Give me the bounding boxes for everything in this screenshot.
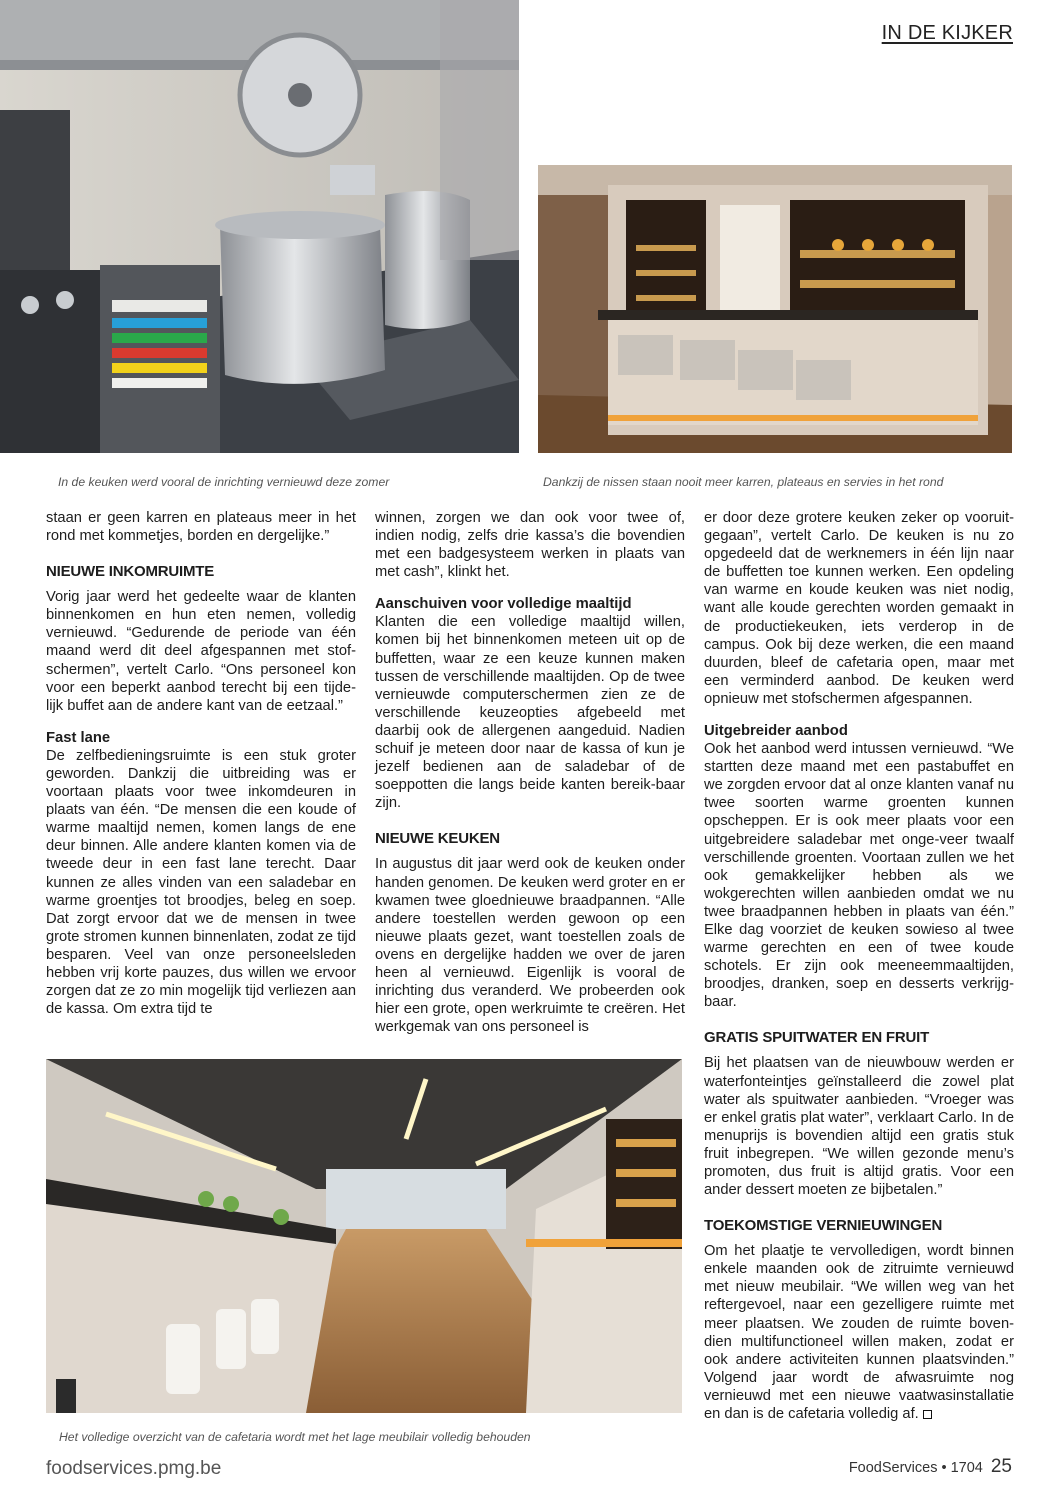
heading-gratis-spuitwater: GRATIS SPUITWATER EN FRUIT xyxy=(704,1029,930,1047)
paragraph: Bij het plaatsen van de nieuwbouw werden er waterfonteintjes geïnstalleerd die zowel plat water als spuitwater aanbieden. “Vroeger was er enkel gratis plat water”, verklaart Carlo. In de menuprijs is bovendien altijd een gratis stuk fruit inbegrepen. “We willen gezonde menu’s promoten, dus fruit is altijd gratis. Voor een ander dessert moeten ze bijbetalen.” xyxy=(704,1055,1014,1199)
paragraph: Vorig jaar werd het gedeelte waar de klanten binnenkomen en hun eten nemen, volledig vernieuwd. “Gedurende de periode van één maand werd dit deel afgespannen met stof-schermen”, vertelt Carlo. “Ons personeel kon voor een beperkt aanbod terecht bij een tijde-lijk buffet aan de andere kant van de eetzaal.” xyxy=(46,589,356,714)
niches-photo xyxy=(538,165,1012,453)
paragraph xyxy=(704,1242,1014,1423)
subheading-aanschuiven: Aanschuiven voor volledige maaltijd xyxy=(375,596,632,613)
page-number: 25 xyxy=(990,1456,1012,1477)
footer-website-link[interactable]: foodservices.pmg.be xyxy=(46,1458,222,1479)
cafeteria-photo xyxy=(46,1059,682,1413)
paragraph: staan er geen karren en plateaus meer in het rond met kommetjes, borden en dergelijke.” xyxy=(46,510,356,545)
kitchen-photo xyxy=(0,0,519,453)
niches-photo-caption: Dankzij de nissen staan nooit meer karren, plateaus en servies in het rond xyxy=(543,475,944,489)
paragraph: De zelfbedieningsruimte is een stuk groter geworden. Dankzij die uitbreiding was er voortaan plaats voor twee inkomdeuren in plaats van één. “De mensen die een koude of warme maaltijd nemen, komen langs de ene deur binnen. Alle andere klanten komen via de tweede deur in een fast lane terecht. Daar kunnen ze alles vinden van een saladebar en warme groentjes tot broodjes, beleg en soep. Dat zorgt ervoor dat we de mensen in twee grote stromen kunnen binnenlaten, zodat ze tijd besparen. Veel van onze personeelsleden hebben vrij korte pauzes, dus willen we ervoor zorgen dat ze zo min mogelijk tijd verliezen aan de kassa. Om extra tijd te xyxy=(46,747,356,1018)
paragraph: winnen, zorgen we dan ook voor twee of, indien nodig, zelfs drie kassa’s die bovendien met een badgesysteem werken in plaats van met cash”, klinkt het. xyxy=(375,510,685,581)
paragraph: Klanten die een volledige maaltijd willen, komen bij het binnenkomen meteen uit op de buffetten, waar ze een keuze kunnen maken tussen de verschillende maaltijden. Op de twee vernieuwde computerschermen zien ze de verschillende keuzeopties afgebeeld met daarbij ook de allergenen aangeduid. Nadien schuif je meteen door naar de kassa of kun je jezelf bedienen aan de saladebar of de soeppotten die langs beide kanten bereik-baar zijn. xyxy=(375,614,685,812)
subheading-fast-lane: Fast lane xyxy=(46,729,111,746)
article-column-3 xyxy=(704,509,1014,1423)
cafeteria-photo-caption: Het volledige overzicht van de cafetaria wordt met het lage meubilair volledig behouden xyxy=(59,1430,531,1444)
paragraph: er door deze grotere keuken zeker op vooruit-gegaan”, vertelt Carlo. De keuken is nu zo opgedeeld dat de werknemers in één lijn naar de buffetten toe kunnen werken. Een opdeling van warme en koude keuken was niet nodig, want alle koude gerechten worden gemaakt in de productiekeuken, iets verderop in de campus. Ook bij deze werken, die een maand duurden, bleef de cafetaria open, maar met een verminderd aanbod. De keuken werd opnieuw met stofschermen afgespannen. xyxy=(704,510,1014,707)
heading-nieuwe-keuken: NIEUWE KEUKEN xyxy=(375,830,500,848)
subheading-uitgebreider-aanbod: Uitgebreider aanbod xyxy=(704,723,848,740)
paragraph: Ook het aanbod werd intussen vernieuwd. “We startten deze maand met een pastabuffet en we zorgden ervoor dat al onze klanten vanaf nu twee soorten warme groenten kunnen opscheppen. Er is ook meer plaats voor een uitgebreidere saladebar met onge-veer twaalf verschillende groenten. Voortaan zullen we het ook gemakkelijker hebben als we wokgerechten willen aanbieden omdat we nu twee braadpannen hebben in plaats van één.” Elke dag voorziet de keuken sowieso al twee warme gerechten en een of twee koude schotels. Er zijn ook meeneemmaaltijden, broodjes, dranken, soep en desserts verkrijg-baar. xyxy=(704,741,1014,1011)
heading-nieuwe-inkomruimte: NIEUWE INKOMRUIMTE xyxy=(46,563,215,581)
heading-toekomstige-vernieuwingen: TOEKOMSTIGE VERNIEUWINGEN xyxy=(704,1217,943,1235)
footer-folio xyxy=(849,1456,1012,1478)
end-of-article-icon xyxy=(923,1410,932,1419)
paragraph: In augustus dit jaar werd ook de keuken onder handen genomen. De keuken werd groter en er kwamen twee gloednieuwe braadpannen. “Alle andere toestellen werden gewoon op een nieuwe plaats gezet, want toestellen zoals de ovens en dergelijke hadden we over de jaren heen al vernieuwd. Eigenlijk is vooral de inrichting dus veranderd. We probeerden ook hier een grote, open werkruimte te creëren. Het werkgemak van ons personeel is xyxy=(375,856,685,1036)
section-tag: IN DE KIJKER xyxy=(881,22,1013,44)
paragraph-text: Om het plaatje te vervolledigen, wordt binnen enkele maanden ook de zitruimte vernieuwd met nieuw meubilair. “We willen weg van het reftergevoel, naar een gezelligere ruimte met meer plaatsen. We zouden de ruimte boven-dien multifunctioneel willen maken, zodat er ook andere activiteiten kunnen plaatsvinden.” Volgend jaar wordt de afwasruimte nog vernieuwd met een nieuwe vaatwasinstallatie en dan is de cafetaria volledig af. xyxy=(704,1243,1014,1423)
article-column-2 xyxy=(375,509,685,1036)
article-column-1 xyxy=(46,509,356,1018)
kitchen-photo-caption: In de keuken werd vooral de inrichting vernieuwd deze zomer xyxy=(58,475,390,489)
magazine-issue: FoodServices • 1704 xyxy=(848,1460,983,1476)
